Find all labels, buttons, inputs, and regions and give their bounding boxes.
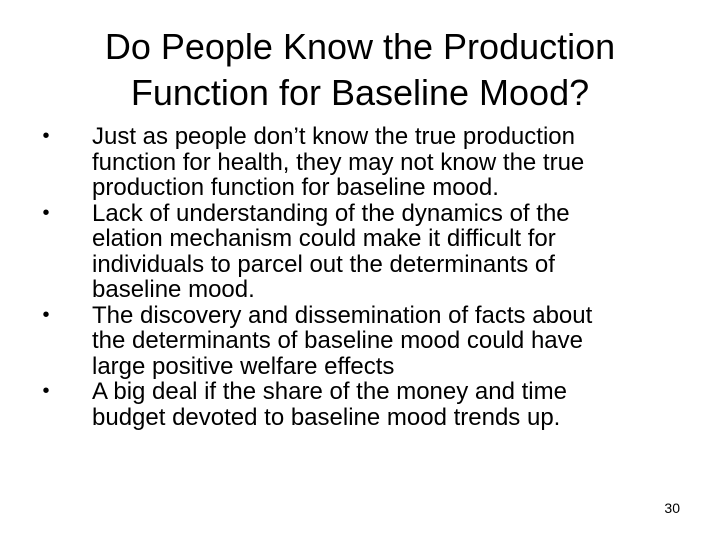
bullet-item bbox=[36, 124, 696, 201]
slide-title bbox=[40, 24, 680, 116]
bullet-item bbox=[36, 201, 696, 303]
bullet-list bbox=[36, 124, 696, 430]
bullet-marker: • bbox=[42, 125, 50, 147]
title-line-1: Do People Know the Production bbox=[104, 26, 616, 67]
page-number: 30 bbox=[664, 500, 680, 516]
bullet-marker: • bbox=[42, 380, 50, 402]
bullet-text-line: budget devoted to baseline mood trends up. bbox=[92, 403, 561, 431]
title-line-2: Function for Baseline Mood? bbox=[130, 72, 590, 113]
bullet-marker: • bbox=[42, 303, 50, 326]
bullet-text-line: The discovery and dissemination of facts about bbox=[92, 301, 593, 329]
bullet-text-line: baseline mood. bbox=[92, 276, 255, 303]
bullet-text-line: function for health, they may not know the true bbox=[92, 148, 585, 176]
bullet-item bbox=[36, 303, 696, 380]
bullet-text-line: Just as people don’t know the true production bbox=[92, 123, 575, 150]
bullet-text-line: the determinants of baseline mood could have bbox=[92, 327, 583, 354]
bullet-text-line: elation mechanism could make it difficult for bbox=[92, 225, 556, 252]
bullet-marker: • bbox=[42, 201, 50, 224]
bullet-text-line: large positive welfare effects bbox=[92, 352, 395, 380]
bullet-text-line: individuals to parcel out the determinants of bbox=[92, 250, 555, 278]
bullet-item bbox=[36, 379, 696, 430]
bullet-text-line: production function for baseline mood. bbox=[92, 174, 499, 201]
bullet-text-line: Lack of understanding of the dynamics of the bbox=[92, 199, 570, 227]
bullet-text-line: A big deal if the share of the money and time bbox=[92, 378, 567, 405]
